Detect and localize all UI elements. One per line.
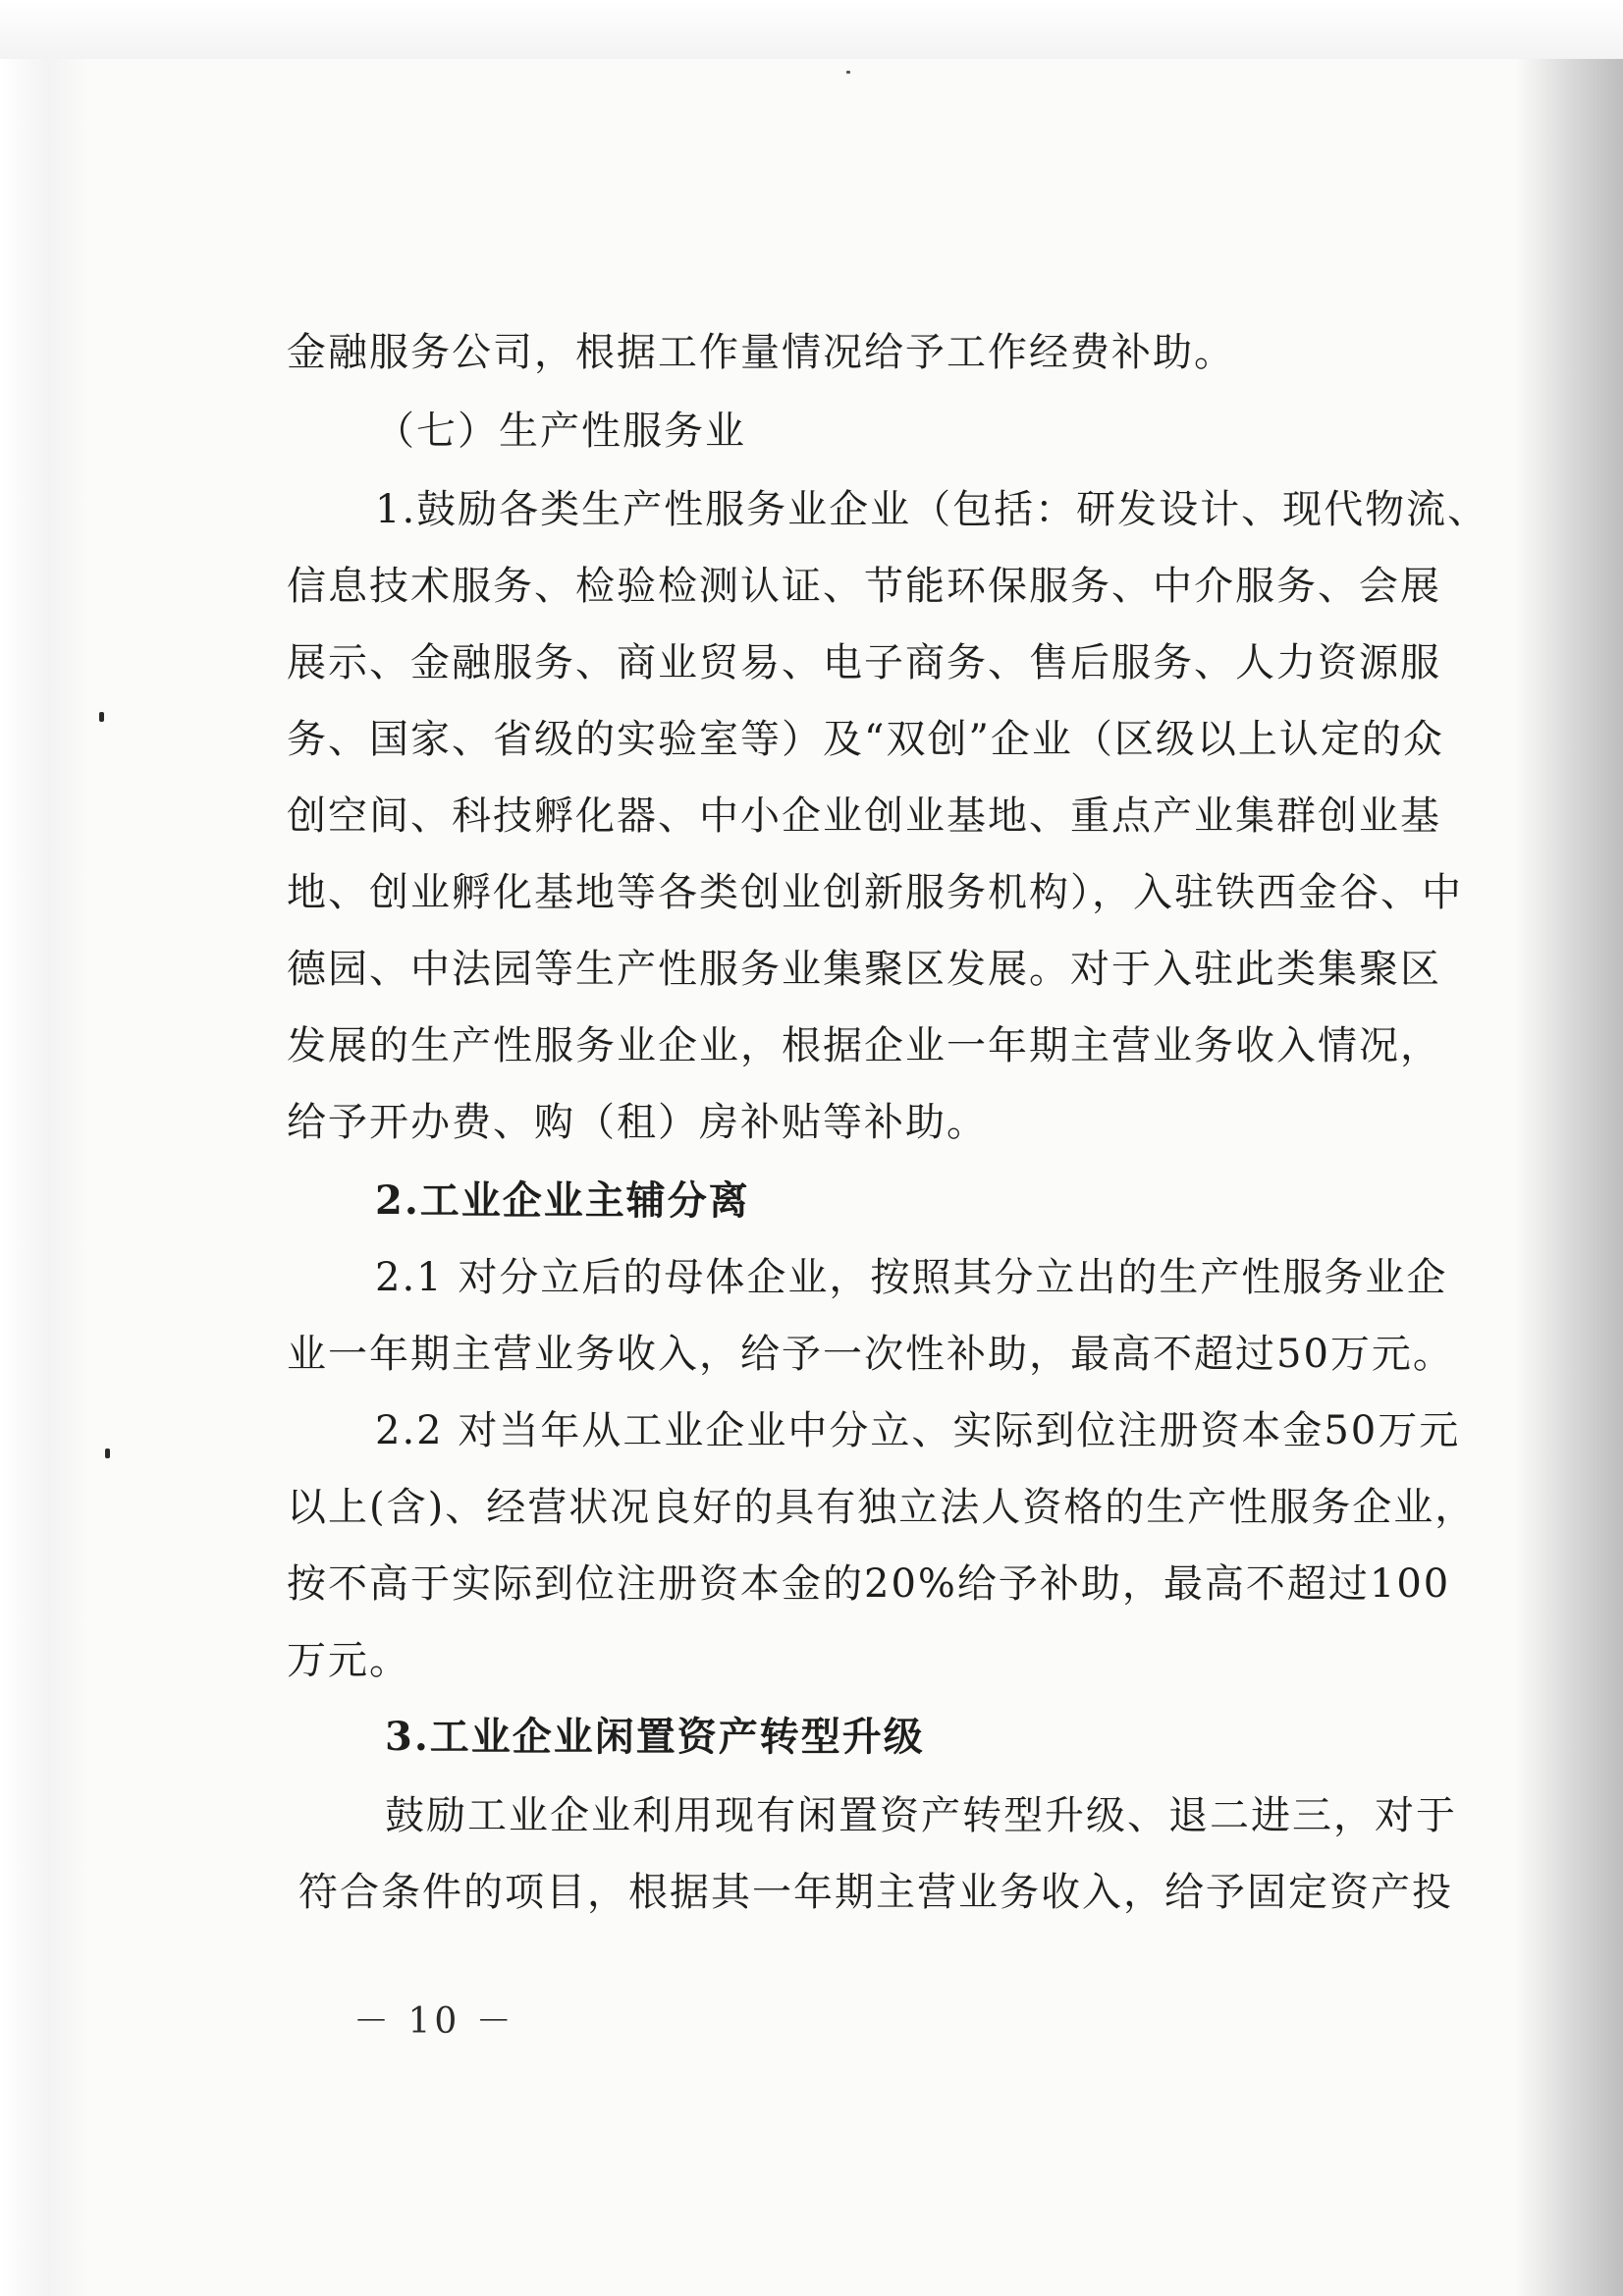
paragraph-line: 以上(含)、经营状况良好的具有独立法人资格的生产性服务企业， xyxy=(287,1485,1477,1530)
paragraph-line: 展示、金融服务、商业贸易、电子商务、售后服务、人力资源服 xyxy=(287,640,1441,685)
paragraph-line: 信息技术服务、检验检测认证、节能环保服务、中介服务、会展 xyxy=(287,564,1441,609)
scan-shadow-left xyxy=(0,0,88,2296)
paragraph-line: 创空间、科技孵化器、中小企业创业基地、重点产业集群创业基 xyxy=(287,793,1441,839)
paragraph-line: 1.鼓励各类生产性服务业企业（包括：研发设计、现代物流、 xyxy=(375,487,1489,532)
scan-shadow-right xyxy=(1515,0,1623,2296)
page-number: － 10 － xyxy=(353,2001,515,2042)
scan-shadow-top xyxy=(0,0,1623,59)
paragraph-line: 按不高于实际到位注册资本金的20%给予补助，最高不超过100 xyxy=(287,1561,1451,1607)
paragraph-line: 务、国家、省级的实验室等）及“双创”企业（区级以上认定的众 xyxy=(287,717,1444,762)
paragraph-line: 地、创业孵化基地等各类创业创新服务机构），入驻铁西金谷、中 xyxy=(287,870,1463,915)
paragraph-line: 鼓励工业企业利用现有闲置资产转型升级、退二进三，对于 xyxy=(385,1793,1457,1838)
paragraph-line: 金融服务公司，根据工作量情况给予工作经费补助。 xyxy=(287,330,1235,375)
paragraph-line: 2.1 对分立后的母体企业，按照其分立出的生产性服务业企 xyxy=(375,1255,1448,1300)
binding-hole-mark xyxy=(105,1449,110,1458)
paragraph-line: 业一年期主营业务收入，给予一次性补助，最高不超过50万元。 xyxy=(287,1332,1454,1377)
paragraph-line: 给予开办费、购（租）房补贴等补助。 xyxy=(287,1100,988,1145)
scan-speck xyxy=(846,71,850,74)
paragraph-line: 德园、中法园等生产性服务业集聚区发展。对于入驻此类集聚区 xyxy=(287,947,1441,992)
paragraph-line: 2.2 对当年从工业企业中分立、实际到位注册资本金50万元 xyxy=(375,1408,1461,1453)
subsection-heading: 3.工业企业闲置资产转型升级 xyxy=(385,1714,925,1760)
subsection-heading: 2.工业企业主辅分离 xyxy=(375,1177,750,1224)
paragraph-line: 万元。 xyxy=(287,1638,410,1683)
paragraph-line: 符合条件的项目，根据其一年期主营业务收入，给予固定资产投 xyxy=(298,1870,1453,1915)
section-heading: （七）生产性服务业 xyxy=(375,409,746,454)
binding-hole-mark xyxy=(99,712,104,722)
paragraph-line: 发展的生产性服务业企业，根据企业一年期主营业务收入情况， xyxy=(287,1023,1441,1068)
